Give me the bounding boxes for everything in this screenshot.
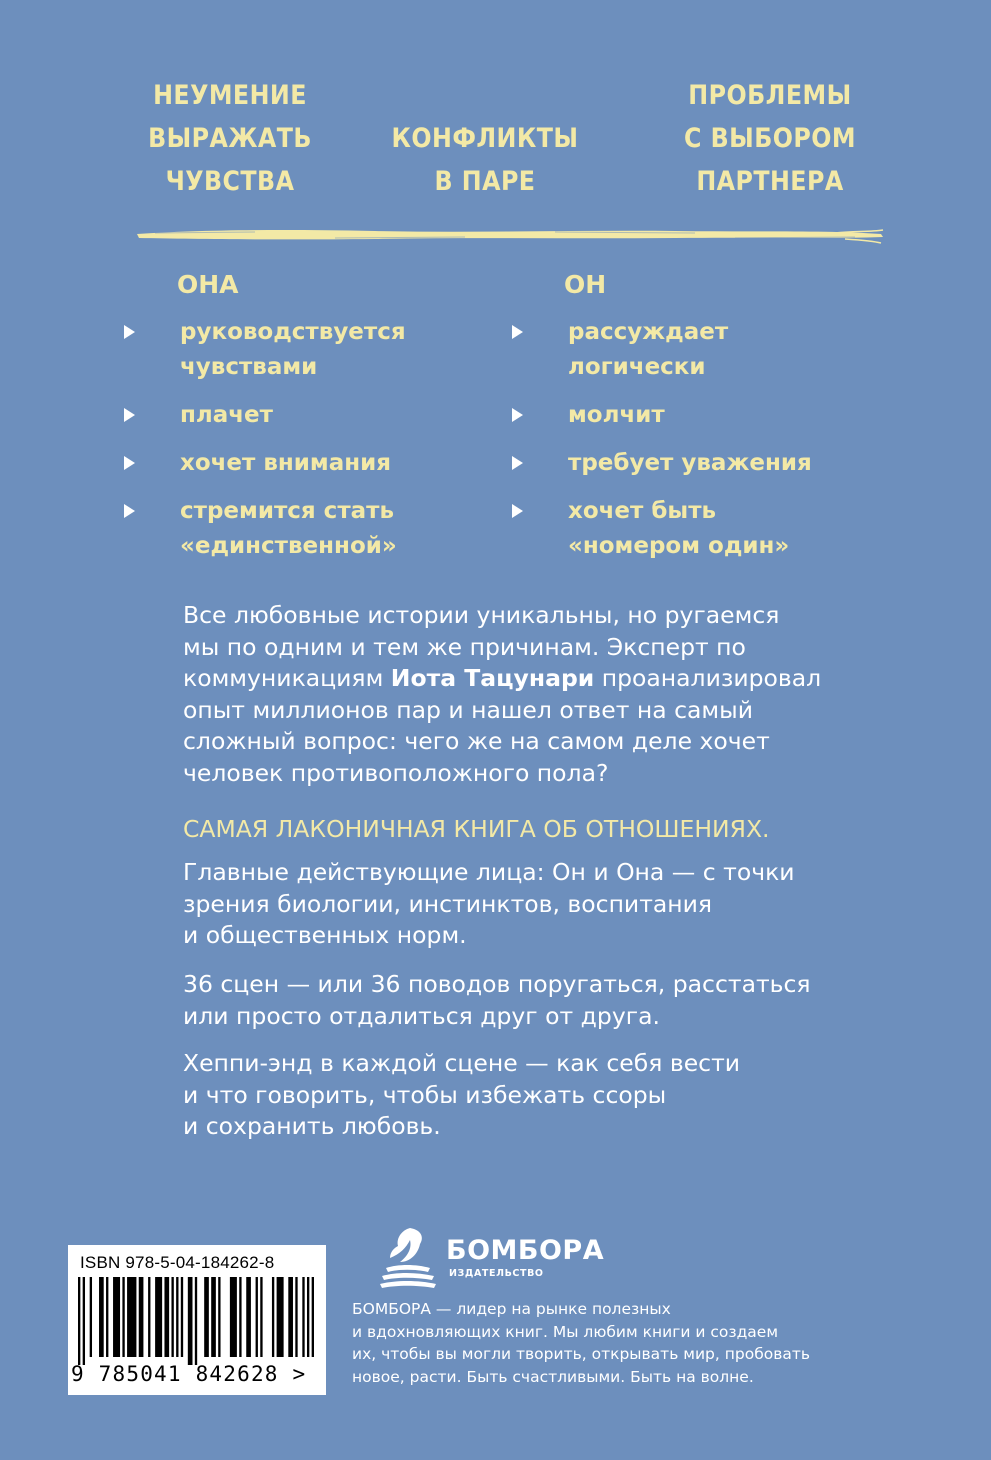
list-item-text: рассуждает логически [568,319,729,380]
text-line: зрения биологии, инстинктов, воспитания [183,889,713,918]
text-line: сложный вопрос: чего же на самом деле хочет [183,727,770,755]
barcode-bar [239,1277,241,1357]
barcode-bar [211,1277,216,1357]
triangle-bullet-icon [124,456,135,470]
barcode-bar [246,1277,251,1357]
text-line: БОМБОРА — лидер на рынке полезных [352,1300,671,1318]
list-item [120,315,490,385]
barcode-bar [272,1277,274,1357]
topic-line: НЕУМЕНИЕ [153,80,307,111]
text-line: новое, расти. Быть счастливыми. Быть на волне. [352,1367,754,1386]
ean-digits: 9 785041 842628 > [71,1362,307,1386]
text-line: Все любовные истории уникальны, но ругаемся [183,601,780,629]
intro-paragraph [183,600,883,789]
barcode-image [78,1277,314,1365]
list-item [508,446,908,481]
barcode-bar [106,1277,108,1357]
paragraph-happy-end [183,1048,883,1143]
barcode-bar [113,1277,120,1357]
publisher-name: БОМБОРА [446,1235,605,1266]
list-item-text: хочет быть «номером один» [568,498,790,559]
list-item-text: молчит [568,402,665,428]
barcode-bar [122,1277,124,1357]
text-line [183,663,883,695]
list-item [508,398,908,433]
barcode-bar [164,1277,169,1357]
list-item-text: руководствуется чувствами [180,319,406,380]
bombora-logo-icon [376,1224,438,1294]
topic-line: ВЫРАЖАТЬ [148,123,312,154]
heading-she: ОНА [177,270,239,299]
barcode-bar [295,1277,297,1357]
brush-stroke-divider [135,224,885,246]
text-line: и что говорить, чтобы избежать ссоры [183,1080,667,1109]
barcode-bar [176,1277,178,1357]
list-item-text: требует уважения [568,450,812,476]
barcode-bar [83,1277,85,1365]
text-line: мы по одним и тем же причинам. Эксперт по [183,632,746,661]
text-line: 36 сцен — или 36 поводов поругаться, расстаться [183,970,811,998]
barcode-bar [78,1277,80,1365]
barcode-bar [230,1277,237,1357]
text-line: Хеппи-энд в каждой сцене — как себя вести [183,1049,741,1077]
publisher-description [352,1298,872,1388]
text-line: и общественных норм. [183,921,467,949]
list-item [120,494,490,564]
barcode-bar [260,1277,262,1357]
barcode-bar [312,1277,314,1357]
barcode-bar [148,1277,150,1357]
barcode-bar [90,1277,92,1357]
heading-he: ОН [564,270,607,299]
topic-line: КОНФЛИКТЫ [391,123,579,154]
list-item [120,446,490,481]
triangle-bullet-icon [512,456,523,470]
author-name: Иота Тацунари [390,664,595,692]
barcode-block [68,1245,326,1395]
topic-line: ЧУВСТВА [165,166,295,197]
triangle-bullet-icon [512,325,523,339]
barcode-bar [307,1277,309,1357]
text-line: Главные действующие лица: Он и Она — с точки [183,858,795,886]
text-line: опыт миллионов пар и нашел ответ на самый [183,695,753,724]
text-line: и сохранить любовь. [183,1112,441,1140]
list-item-text: плачет [180,402,273,428]
barcode-bar [302,1277,304,1357]
triangle-bullet-icon [124,504,135,518]
list-she [120,315,490,577]
publisher-subtitle: ИЗДАТЕЛЬСТВО [449,1268,544,1279]
topic-line: ПРОБЛЕМЫ [688,80,852,111]
text-fragment: проанализировал [594,664,822,692]
isbn-number: ISBN 978-5-04-184262-8 [80,1253,275,1272]
text-line: или просто отдалиться друг от друга. [183,1001,660,1030]
triangle-bullet-icon [512,408,523,422]
barcode-bar [99,1277,104,1357]
list-item-text: стремится стать «единственной» [180,498,397,559]
barcode-bar [256,1277,258,1357]
topic-line: ПАРТНЕРА [696,166,844,197]
text-fragment: коммуникациям [183,664,391,692]
text-line: человек противоположного пола? [183,758,609,787]
barcode-bar [218,1277,220,1357]
list-he [508,315,908,577]
topic-line: С ВЫБОРОМ [684,123,856,154]
text-line: и вдохновляющих книг. Мы любим книги и создаем [352,1322,779,1341]
triangle-bullet-icon [512,504,523,518]
barcode-bar [155,1277,162,1357]
barcode-bar [277,1277,284,1357]
paragraph-scenes [183,969,883,1032]
paragraph-characters [183,857,883,952]
topic-conflicts [384,117,586,203]
barcode-bar [188,1277,193,1365]
list-item [508,494,908,564]
text-line: их, чтобы вы могли творить, открывать мир, пробовать [352,1345,811,1363]
topic-line: В ПАРЕ [434,166,536,197]
triangle-bullet-icon [124,325,135,339]
list-item [508,315,908,385]
barcode-bar [139,1277,144,1357]
barcode-bar [204,1277,209,1357]
barcode-bar [181,1277,183,1357]
barcode-bar [127,1277,136,1357]
triangle-bullet-icon [124,408,135,422]
barcode-bar [171,1277,173,1357]
barcode-bar [288,1277,293,1357]
barcode-bar [195,1277,197,1365]
tagline: САМАЯ ЛАКОНИЧНАЯ КНИГА ОБ ОТНОШЕНИЯХ. [183,815,770,843]
topic-feelings [133,74,327,203]
list-item-text: хочет внимания [180,450,392,476]
list-item [120,398,490,433]
topic-partner [664,74,875,203]
